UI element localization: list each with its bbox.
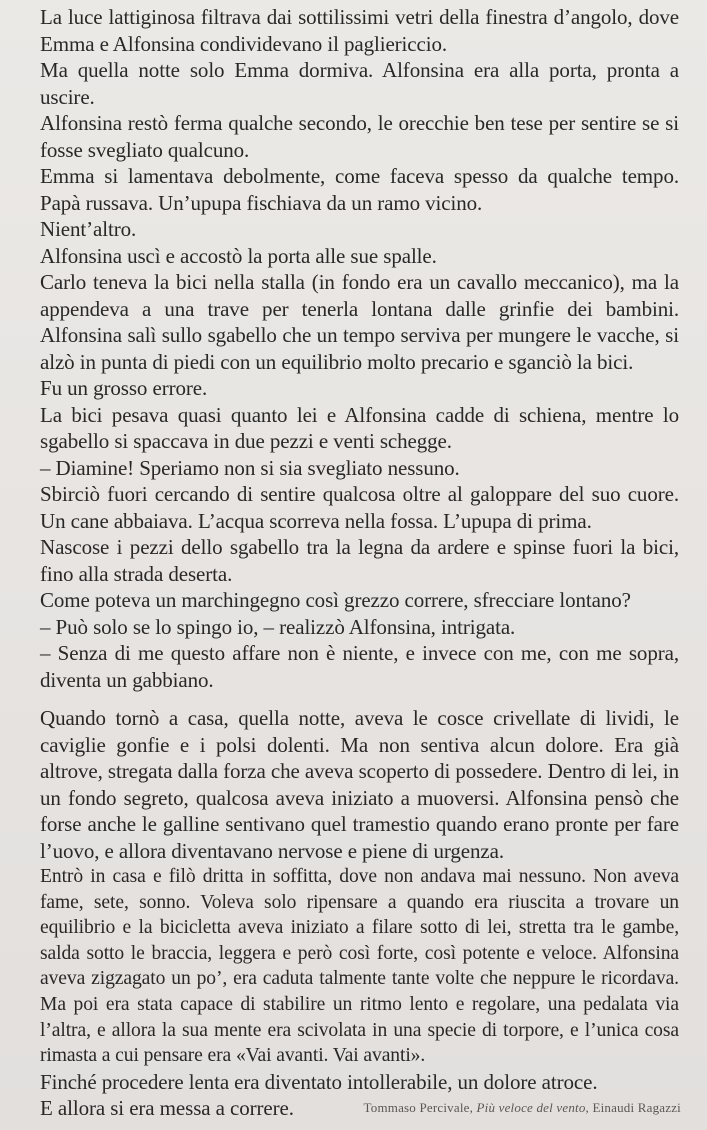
paragraph: Sbirciò fuori cercando di sentire qualcosa oltre al galoppare del suo cuore. Un cane abbaiava. L’acqua scorreva nella fossa. L’upupa di prima. (40, 482, 679, 533)
paragraph: La bici pesava quasi quanto lei e Alfonsina cadde di schiena, mentre lo sgabello si spaccava in due pezzi e venti schegge. (40, 402, 679, 453)
paragraph: Nient’altro. (40, 217, 137, 241)
source-credit (364, 1100, 681, 1116)
credit-publisher: , Einaudi Ragazzi (585, 1100, 681, 1115)
dialogue-line: – Può solo se lo spingo io, – realizzò Alfonsina, intrigata. (40, 614, 516, 639)
paragraph: Alfonsina restò ferma qualche secondo, le orecchie ben tese per sentire se si fosse svegliato qualcuno. (40, 111, 679, 162)
paragraph: Come poteva un marchingegno così grezzo correre, sfrecciare lontano? (40, 588, 631, 612)
paragraph: La luce lattiginosa filtrava dai sottilissimi vetri della finestra d’angolo, dove Emma e Alfonsina condividevano il pagliericcio. (40, 5, 679, 56)
paragraph: Emma si lamentava debolmente, come faceva spesso da qualche tempo. Papà russava. Un’upupa fischiava da un ramo vicino. (40, 164, 679, 215)
dialogue-line: – Diamine! Speriamo non si sia svegliato nessuno. (40, 455, 460, 480)
dialogue-line: – Senza di me questo affare non è niente, e invece con me, con me sopra, diventa un gabbiano. (40, 641, 679, 692)
paragraph: Alfonsina uscì e accostò la porta alle sue spalle. (40, 243, 437, 268)
credit-book-title: Più veloce del vento (476, 1100, 586, 1115)
credit-author: Tommaso Percivale, (363, 1100, 477, 1115)
paragraph: Ma quella notte solo Emma dormiva. Alfonsina era alla porta, pronta a uscire. (40, 58, 679, 109)
paragraph: Finché procedere lenta era diventato intollerabile, un dolore atroce. (40, 1069, 598, 1094)
paragraph: Carlo teneva la bici nella stalla (in fondo era un cavallo meccanico), ma la appendeva a una trave per tenerla lontana dalle grinfie dei bambini. Alfonsina salì sullo sgabello che un tempo serviva per mungere le vacche, si alzò in punta di piedi con un equilibrio molto precario e sganciò la bici. (40, 270, 679, 374)
paragraph: E allora si era messa a correre. (40, 1096, 294, 1121)
paragraph: Nascose i pezzi dello sgabello tra la legna da ardere e spinse fuori la bici, fino alla strada deserta. (40, 535, 679, 586)
paragraph: Fu un grosso errore. (40, 376, 208, 400)
paragraph: Entrò in casa e filò dritta in soffitta, dove non andava mai nessuno. Non aveva fame, sete, sonno. Voleva solo ripensare a quando era riuscita a trovare un equilibrio e la bicicletta aveva iniziato a filare sotto di lei, stretta tra le gambe, salda sotto le braccia, leggera e però così forte, così potente e veloce. Alfonsina aveva zigzagato un po’, era caduta talmente tante volte che neppure le ricordava. Ma poi era stata capace di stabilire un ritmo lento e regolare, una pedalata via l’altra, e allora la sua mente era scivolata in una specie di torpore, e l’unica cosa rimasta a cui pensare era «Vai avanti. Vai avanti». (40, 866, 679, 1067)
paragraph: Quando tornò a casa, quella notte, aveva le cosce crivellate di lividi, le caviglie gonfie e i polsi dolenti. Ma non sentiva alcun dolore. Era già altrove, stregata dalla forza che aveva scoperto di possedere. Dentro di lei, in un fondo segreto, qualcosa aveva iniziato a muoversi. Alfonsina pensò che forse anche le galline sentivano quel tramestio quando erano pronte per fare l’uovo, e allora diventavano nervose e piene di urgenza. (40, 706, 679, 863)
